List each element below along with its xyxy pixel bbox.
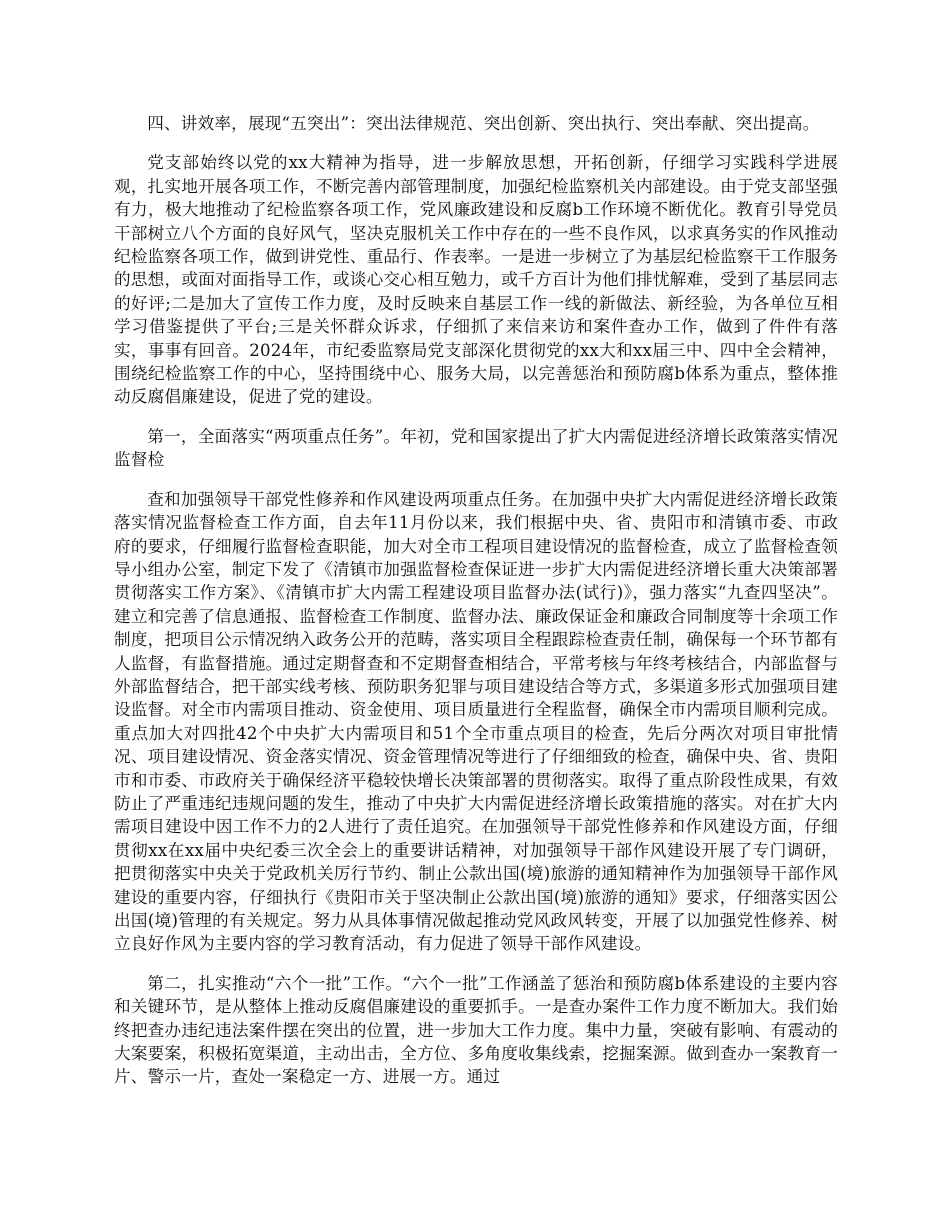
document-page [114, 112, 838, 1105]
paragraph-party-branch: 党支部始终以党的xx大精神为指导，进一步解放思想，开拓创新，仔细学习实践科学进展观，扎实地开展各项工作，不断完善内部管理制度，加强纪检监察机关内部建设。由于党支部坚强有力，极大地推动了纪检监察各项工作，党风廉政建设和反腐b工作环境不断优化。教育引导党员干部树立八个方面的良好风气，坚决克服机关工作中存在的一些不良作风，以求真务实的作风推动纪检监察各项工作，做到讲党性、重品行、作表率。一是进一步树立了为基层纪检监察干工作服务的思想，或面对面指导工作，或谈心交心相互勉力，或千方百计为他们排忧解难，受到了基层同志的好评;二是加大了宣传工作力度，及时反映来自基层工作一线的新做法、新经验，为各单位互相学习借鉴提供了平台;三是关怀群众诉求，仔细抓了来信来访和案件查办工作，做到了件件有落实，事事有回音。2024年，市纪委监察局党支部深化贯彻党的xx大和xx届三中、四中全会精神，围绕纪检监察工作的中心，坚持围绕中心、服务大局，以完善惩治和预防腐b体系为重点，整体推动反腐倡廉建设，促进了党的建设。 [114, 153, 838, 407]
paragraph-inspection: 查和加强领导干部党性修养和作风建设两项重点任务。在加强中央扩大内需促进经济增长政策落实情况监督检查工作方面，自去年11月份以来，我们根据中央、省、贵阳市和清镇市委、市政府的要求，仔细履行监督检查职能，加大对全市工程项目建设情况的监督检查，成立了监督检查领导小组办公室，制定下发了《清镇市加强监督检查保证进一步扩大内需促进经济增长重大决策部署贯彻落实工作方案》、《清镇市扩大内需工程建设项目监督办法(试行)》，强力落实“九查四坚决”。建立和完善了信息通报、监督检查工作制度、监督办法、廉政保证金和廉政合同制度等十余项工作制度，把项目公示情况纳入政务公开的范畴，落实项目全程跟踪检查责任制，确保每一个环节都有人监督，有监督措施。通过定期督查和不定期督查相结合，平常考核与年终考核结合，内部监督与外部监督结合，把干部实线考核、预防职务犯罪与项目建设结合等方式，多渠道多形式加强项目建设监督。对全市内需项目推动、资金使用、项目质量进行全程监督，确保全市内需项目顺利完成。重点加大对四批42个中央扩大内需项目和51个全市重点项目的检查，先后分两次对项目审批情况、项目建设情况、资金落实情况、资金管理情况等进行了仔细细致的检查，确保中央、省、贵阳市和市委、市政府关于确保经济平稳较快增长决策部署的贯彻落实。取得了重点阶段性成果，有效防止了严重违纪违规问题的发生，推动了中央扩大内需促进经济增长政策措施的落实。对在扩大内需项目建设中因工作不力的2人进行了责任追究。在加强领导干部党性修养和作风建设方面，仔细贯彻xx在xx届中央纪委三次全会上的重要讲话精神，对加强领导干部作风建设开展了专门调研，把贯彻落实中央关于党政机关厉行节约、制止公款出国(境)旅游的通知精神作为加强领导干部作风建设的重要内容，仔细执行《贵阳市关于坚决制止公款出国(境)旅游的通知》要求，仔细落实因公出国(境)管理的有关规定。努力从具体事情况做起推动党风政风转变，开展了以加强党性修养、树立良好作风为主要内容的学习教育活动，有力促进了领导干部作风建设。 [114, 489, 838, 954]
paragraph-heading-four: 四、讲效率，展现“五突出”：突出法律规范、突出创新、突出执行、突出奉献、突出提高。 [147, 114, 820, 133]
paragraph-second-task: 第二，扎实推动“六个一批”工作。“六个一批”工作涵盖了惩治和预防腐b体系建设的主要内容和关键环节，是从整体上推动反腐倡廉建设的重要抓手。一是查办案件工作力度不断加大。我们始终把查办违纪违法案件摆在突出的位置，进一步加大工作力度。集中力量，突破有影响、有震动的大案要案，积极拓宽渠道，主动出击，全方位、多角度收集线索，挖掘案源。做到查办一案教育一片、警示一片，查处一案稳定一方、进展一方。通过 [114, 973, 838, 1087]
paragraph-first-task: 第一，全面落实“两项重点任务”。年初，党和国家提出了扩大内需促进经济增长政策落实情况监督检 [114, 426, 838, 470]
